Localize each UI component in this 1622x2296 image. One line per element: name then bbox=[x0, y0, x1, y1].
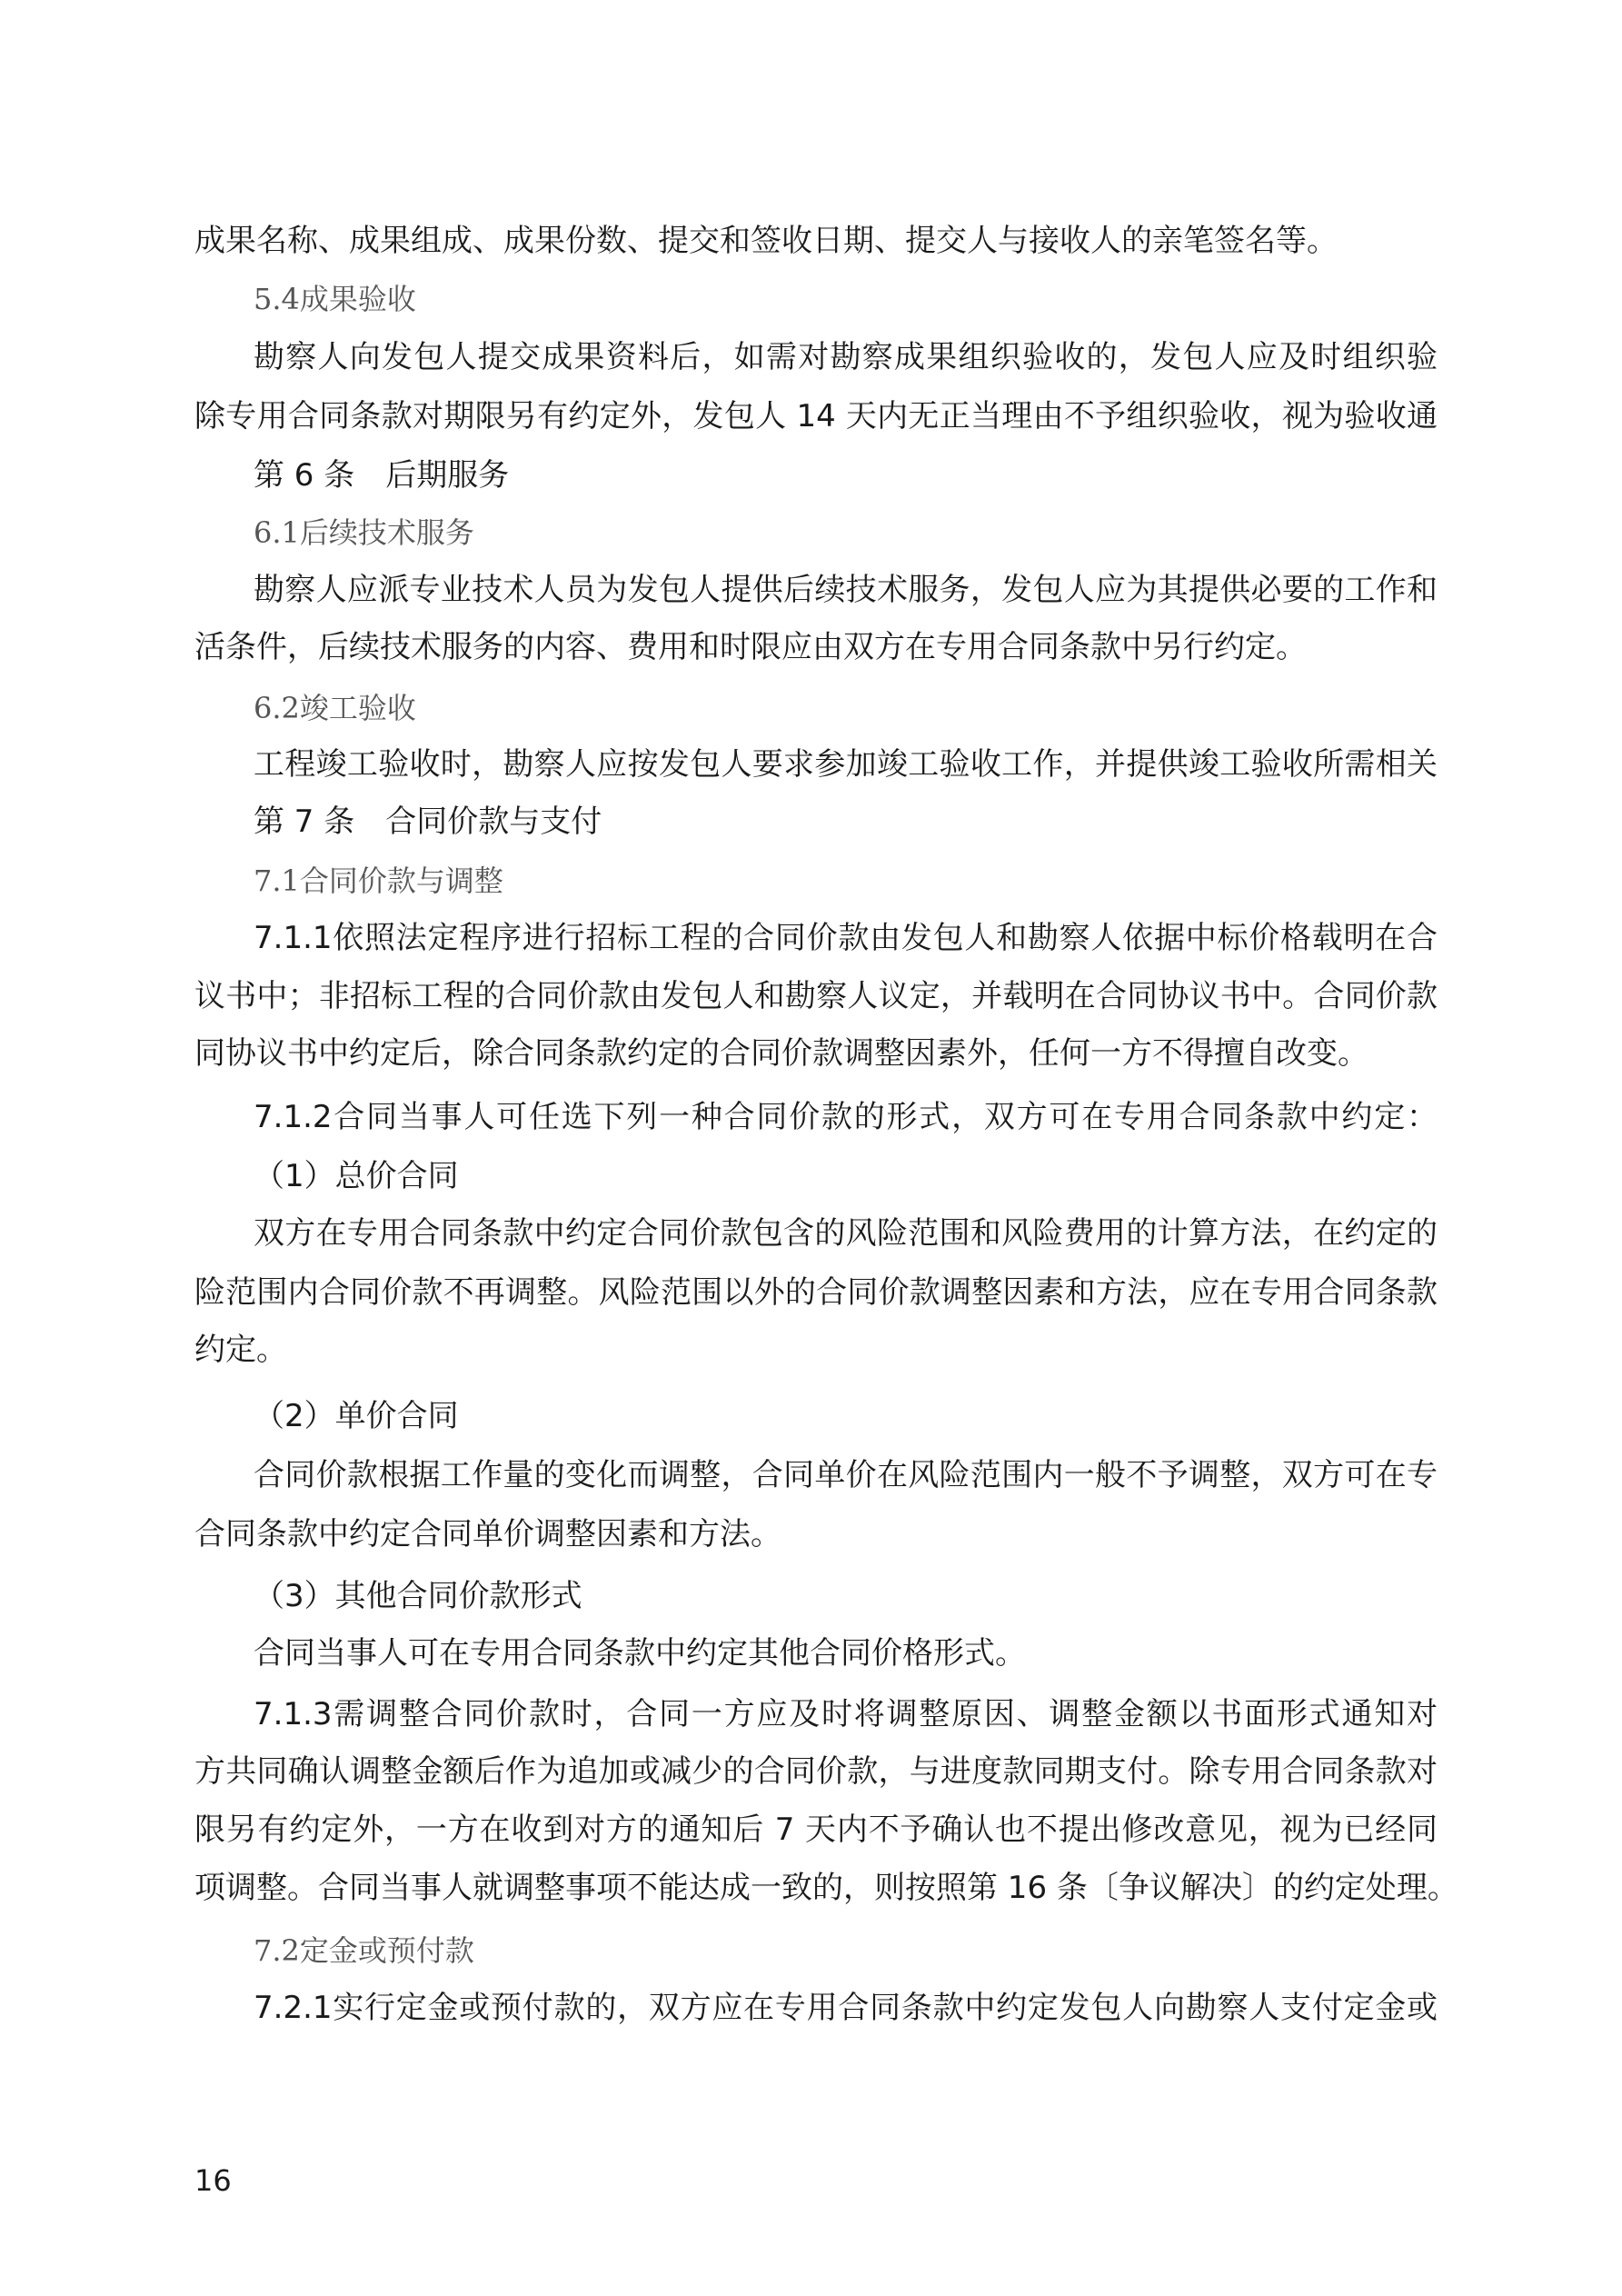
text-line: 合同价款根据工作量的变化而调整，合同单价在风险范围内一般不予调整，双方可在专 bbox=[254, 1457, 1438, 1493]
section-heading: 7.2定金或预付款 bbox=[254, 1933, 474, 1968]
section-heading: 6.1后续技术服务 bbox=[254, 515, 474, 550]
text-line: 工程竣工验收时，勘察人应按发包人要求参加竣工验收工作，并提供竣工验收所需相关 bbox=[254, 746, 1438, 783]
section-heading: 7.1合同价款与调整 bbox=[254, 863, 503, 898]
text-line: 方共同确认调整金额后作为追加或减少的合同价款，与进度款同期支付。除专用合同条款对 bbox=[194, 1753, 1438, 1790]
text-line: （1）总价合同 bbox=[254, 1158, 459, 1194]
text-line: 限另有约定外，一方在收到对方的通知后 7 天内不予确认也不提出修改意见，视为已经同 bbox=[194, 1812, 1438, 1848]
text-line: 勘察人向发包人提交成果资料后，如需对勘察成果组织验收的，发包人应及时组织验 bbox=[254, 339, 1438, 375]
text-line: 双方在专用合同条款中约定合同价款包含的风险范围和风险费用的计算方法，在约定的 bbox=[254, 1215, 1438, 1252]
text-line: 合同条款中约定合同单价调整因素和方法。 bbox=[194, 1516, 781, 1552]
text-line: 第 6 条 后期服务 bbox=[254, 457, 510, 494]
text-line: 第 7 条 合同价款与支付 bbox=[254, 804, 602, 840]
text-line: 7.1.1依照法定程序进行招标工程的合同价款由发包人和勘察人依据中标价格载明在合 bbox=[254, 920, 1438, 956]
text-line: 除专用合同条款对期限另有约定外，发包人 14 天内无正当理由不予组织验收，视为验收通 bbox=[194, 398, 1438, 434]
text-line: 约定。 bbox=[194, 1332, 287, 1368]
page-number: 16 bbox=[194, 2163, 232, 2198]
text-line: 7.1.2合同当事人可任选下列一种合同价款的形式，双方可在专用合同条款中约定： bbox=[254, 1099, 1438, 1135]
text-line: 7.2.1实行定金或预付款的，双方应在专用合同条款中约定发包人向勘察人支付定金或 bbox=[254, 1990, 1438, 2026]
text-line: 成果名称、成果组成、成果份数、提交和签收日期、提交人与接收人的亲笔签名等。 bbox=[194, 223, 1338, 259]
text-line: 活条件，后续技术服务的内容、费用和时限应由双方在专用合同条款中另行约定。 bbox=[194, 629, 1307, 665]
section-heading: 5.4成果验收 bbox=[254, 282, 416, 316]
text-line: （2）单价合同 bbox=[254, 1398, 459, 1434]
text-line: 同协议书中约定后，除合同条款约定的合同价款调整因素外，任何一方不得擅自改变。 bbox=[194, 1035, 1368, 1072]
text-line: 议书中；非招标工程的合同价款由发包人和勘察人议定，并载明在合同协议书中。合同价款 bbox=[194, 978, 1438, 1014]
text-line: 项调整。合同当事人就调整事项不能达成一致的，则按照第 16 条〔争议解决〕的约定处理。 bbox=[194, 1870, 1458, 1906]
text-line: 勘察人应派专业技术人员为发包人提供后续技术服务，发包人应为其提供必要的工作和 bbox=[254, 572, 1438, 608]
text-line: 险范围内合同价款不再调整。风险范围以外的合同价款调整因素和方法，应在专用合同条款 bbox=[194, 1274, 1438, 1311]
text-line: 合同当事人可在专用合同条款中约定其他合同价格形式。 bbox=[254, 1635, 1026, 1672]
text-line: 7.1.3需调整合同价款时，合同一方应及时将调整原因、调整金额以书面形式通知对 bbox=[254, 1696, 1438, 1732]
section-heading: 6.2竣工验收 bbox=[254, 691, 416, 725]
text-line: （3）其他合同价款形式 bbox=[254, 1578, 582, 1614]
